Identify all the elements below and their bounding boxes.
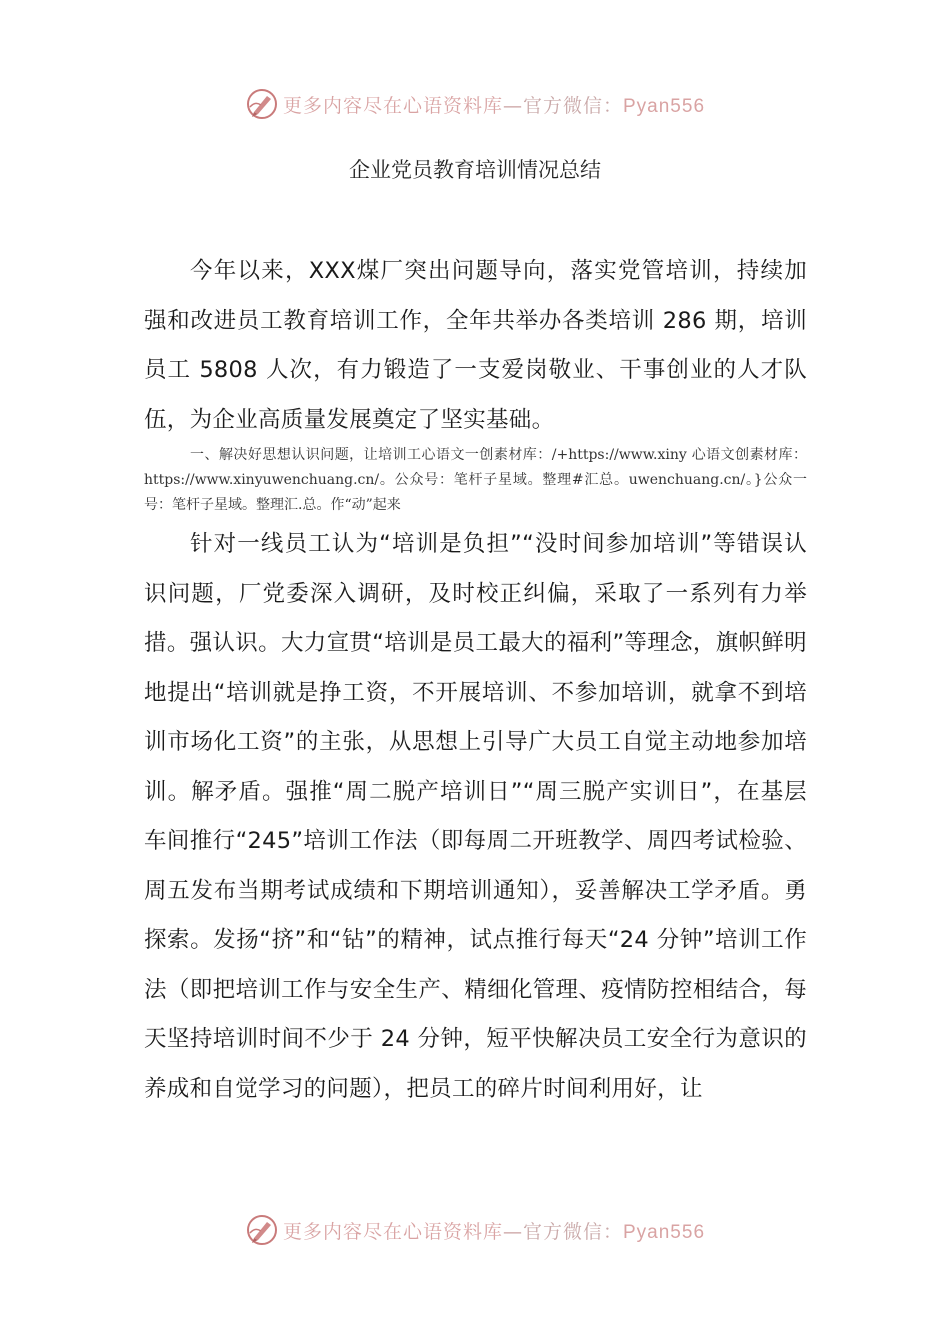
banner-main-text: 更多内容尽在心语资料库 — [282, 94, 503, 117]
pen-logo-icon — [245, 87, 279, 121]
banner-wechat-id: Pyan556 — [623, 95, 706, 117]
document-title: 企业党员教育培训情况总结 — [349, 158, 601, 182]
paragraph-intro: 今年以来，XXX煤厂突出问题导向，落实党管培训，持续加强和改进员工教育培训工作，全年共举办各类培训 286 期，培训员工 5808 人次，有力锻造了一支爱岗敬业、干事创业的人才队伍，为企业高质量发展奠定了坚实基础。 — [144, 258, 807, 433]
banner-wechat-label: 官方微信： — [522, 1220, 623, 1243]
banner-wechat-id: Pyan556 — [623, 1221, 706, 1243]
banner-dash: — — [502, 1220, 523, 1243]
footer-banner — [0, 1210, 950, 1250]
pen-logo-icon — [245, 1213, 279, 1247]
banner-text — [283, 91, 705, 118]
banner-main-text: 更多内容尽在心语资料库 — [282, 1220, 503, 1243]
banner-dash: — — [502, 94, 523, 117]
banner-wechat-label: 官方微信： — [522, 94, 623, 117]
header-banner — [0, 84, 950, 124]
paragraph-body: 针对一线员工认为“培训是负担”“没时间参加培训”等错误认识问题，厂党委深入调研，及时校正纠偏，采取了一系列有力举措。强认识。大力宣贯“培训是员工最大的福利”等理念，旗帜鲜明地提出“培训就是挣工资，不开展培训、不参加培训，就拿不到培训市场化工资”的主张，从思想上引导广大员工自觉主动地参加培训。解矛盾。强推“周二脱产培训日”“周三脱产实训日”，在基层车间推行“245”培训工作法（即每周二开班教学、周四考试检验、周五发布当期考试成绩和下期培训通知），妥善解决工学矛盾。勇探索。发扬“挤”和“钻”的精神，试点推行每天“24 分钟”培训工作法（即把培训工作与安全生产、精细化管理、疫情防控相结合，每天坚持培训时间不少于 24 分钟，短平快解决员工安全行为意识的养成和自觉学习的问题），把员工的碎片时间利用好，让 — [144, 531, 807, 1102]
banner-text — [283, 1217, 705, 1244]
watermark-text: 一、解决好思想认识问题，让培训工心语文一创素材库：/+https://www.xiny 心语文创素材库：https://www.xinyuwenchuang.cn/。公众号：笔杆子星域。整理#汇总。uwenchuang.cn/。}公众一号：笔杆子星域。整理汇.总。作“动”起来 — [144, 447, 807, 513]
